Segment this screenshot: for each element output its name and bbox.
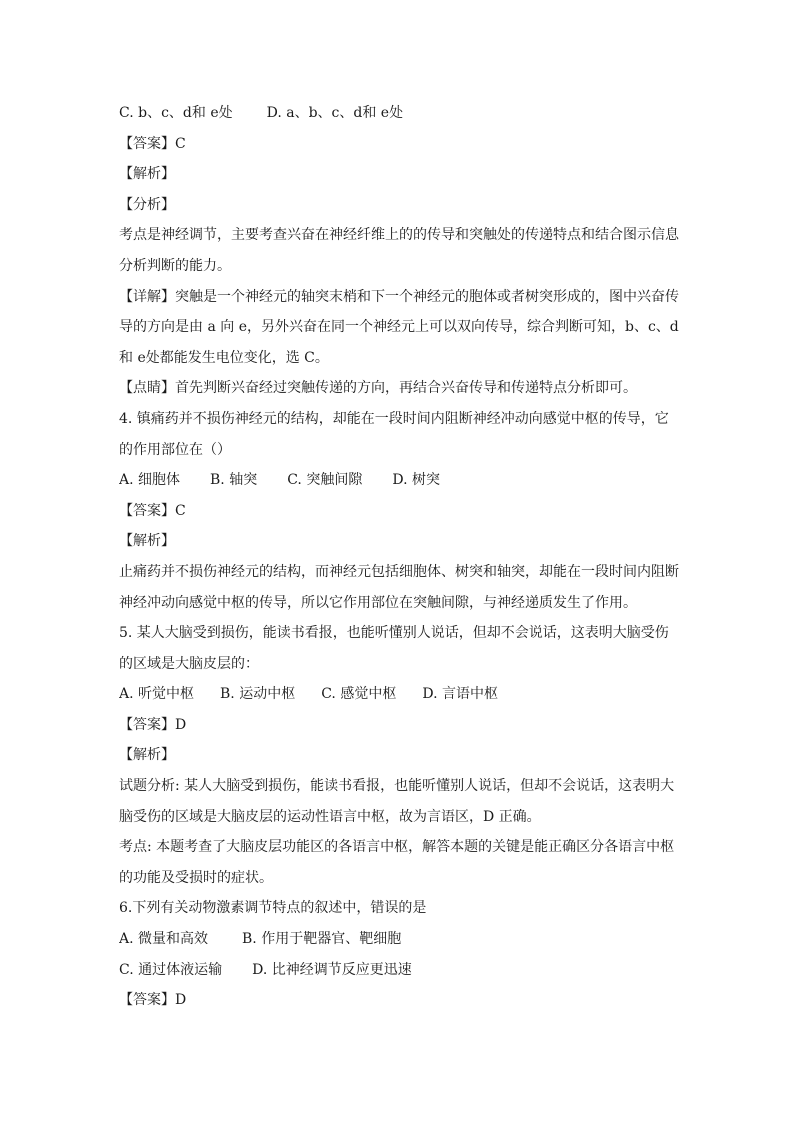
option-c: C. 感觉中枢 [321,686,397,703]
text-line: 和 e处都能发生电位变化，选 C。 [119,349,329,366]
text-line: 导的方向是由 a 向 e，另外兴奋在同一个神经元上可以双向传导，综合判断可知，b、c、d [119,319,679,336]
text-line: 考点: 本题考查了大脑皮层功能区的各语言中枢，解答本题的关键是能正确区分各语言中枢 [119,839,675,856]
text-line: 分析判断的能力。 [119,257,231,274]
text-line: 考点是神经调节，主要考查兴奋在神经纤维上的的传导和突触处的传递特点和结合图示信息 [119,227,679,244]
explanation-heading-q5: 【解析】 [119,747,175,764]
analysis-heading-q3: 【分析】 [119,196,175,213]
answer-label-q4: 【答案】C [119,502,186,519]
explanation-heading-q3: 【解析】 [119,166,175,183]
answer-label-q6: 【答案】D [119,992,187,1009]
option-d: D. 比神经调节反应更迅速 [252,961,412,978]
option-c: C. 通过体液运输 [119,961,223,978]
option-b: B. 运动中枢 [220,686,296,703]
text-line: 止痛药并不损伤神经元的结构，而神经元包括细胞体、树突和轴突，却能在一段时间内阻断 [119,563,679,580]
document-page [119,98,679,1016]
question-5-line: 的区域是大脑皮层的： [119,655,259,672]
options-q4-line [119,465,679,496]
options-q5-line [119,679,679,710]
option-b: B. 作用于靶器官、靶细胞 [242,931,402,948]
answer-label-q3: 【答案】C [119,135,186,152]
options-q6-line-1 [119,924,679,955]
answer-label-q5: 【答案】D [119,716,187,733]
question-4-line: 4. 镇痛药并不损伤神经元的结构，却能在一段时间内阻断神经冲动向感觉中枢的传导，它 [119,410,669,427]
text-line: 试题分析: 某人大脑受到损伤，能读书看报，也能听懂别人说话，但却不会说话，这表明大 [119,778,675,795]
option-a: A. 微量和高效 [119,931,209,948]
text-line: 【详解】突触是一个神经元的轴突末梢和下一个神经元的胞体或者树突形成的，图中兴奋传 [119,288,679,305]
text-line: 脑受伤的区域是大脑皮层的运动性语言中枢，故为言语区，D 正确。 [119,808,541,825]
option-a: A. 听觉中枢 [119,686,195,703]
option-b: B. 轴突 [210,472,258,489]
explanation-heading-q4: 【解析】 [119,533,175,550]
option-d: D. 树突 [392,472,440,489]
question-5-line: 5. 某人大脑受到损伤，能读书看报，也能听懂别人说话，但却不会说话，这表明大脑受伤 [119,625,669,642]
question-4-line: 的作用部位在（） [119,441,231,458]
option-a: A. 细胞体 [119,472,181,489]
option-d: D. 言语中枢 [422,686,498,703]
options-q6-line-2 [119,955,679,986]
text-line: 的功能及受损时的症状。 [119,869,273,886]
option-d: D. a、b、c、d和 e处 [266,105,404,121]
text-line: 神经冲动向感觉中枢的传导，所以它作用部位在突触间隙，与神经递质发生了作用。 [119,594,637,611]
options-q3-line [119,98,679,129]
question-6-line: 6.下列有关动物激素调节特点的叙述中，错误的是 [119,900,427,917]
option-c: C. b、c、d和 e处 [119,105,233,121]
option-c: C. 突触间隙 [287,472,363,489]
text-line: 【点睛】首先判断兴奋经过突触传递的方向，再结合兴奋传导和传递特点分析即可。 [119,380,637,397]
